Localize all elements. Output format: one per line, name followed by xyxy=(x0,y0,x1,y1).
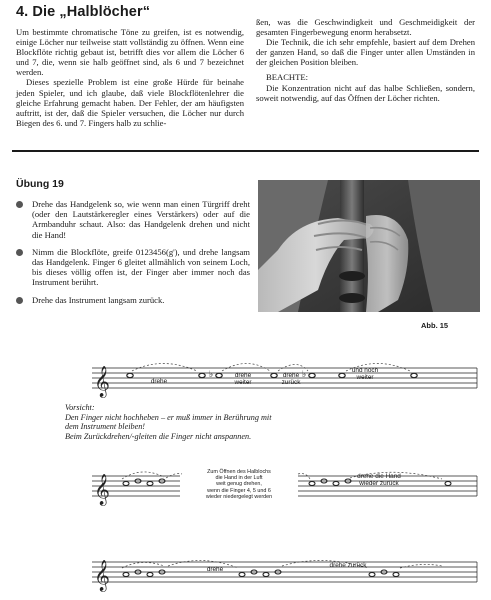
turn-instruction-box xyxy=(183,469,295,500)
list-item-text: Drehe das Instrument langsam zurück. xyxy=(32,294,165,305)
music-label: drehe weiter xyxy=(234,372,252,387)
list-item-text: Nimm die Blockflöte, greife 0123456(g'), und drehe langsam das Handgelenk. Finger 6 gleitet allmählich von seinem Loch, bis dieses völlig offen ist, der Finger aber immer noch das Instrument berührt. xyxy=(32,246,250,288)
music-label xyxy=(344,473,414,488)
music-label: und noch weiter xyxy=(351,367,379,382)
caution-line: dem Instrument bleiben! xyxy=(65,422,146,432)
music-label: wieder niedergelegt werden xyxy=(205,493,273,500)
paragraph: Die Technik, die ich sehr empfehle, basiert auf dem Drehen der ganzen Hand, so daß die Finger unter allen Umständen in der gleichen Position bleiben. xyxy=(256,37,475,68)
music-label: wenn die Finger 4, 5 und 6 xyxy=(207,487,271,494)
bullet-icon xyxy=(16,249,23,256)
left-text-column xyxy=(16,27,244,128)
music-staff-row-3 xyxy=(92,556,482,592)
music-label: wieder zurück xyxy=(359,480,399,488)
svg-text:𝄞: 𝄞 xyxy=(94,474,110,505)
svg-text:𝄞: 𝄞 xyxy=(94,560,110,591)
right-text-column xyxy=(256,17,475,103)
svg-text:♭: ♭ xyxy=(302,369,307,379)
music-label: drehe die Hand xyxy=(357,473,401,480)
note-heading: BEACHTE: xyxy=(266,72,309,83)
bullet-icon xyxy=(16,297,23,304)
music-label: die Hand in der Luft xyxy=(215,475,263,482)
paragraph: Dieses spezielle Problem ist eine große Hürde für beinahe jeden Spieler, und ich glaube, daß viele Blockflötenlehrer die gleiche Erfahrung gemacht haben. Der Fehler, der am häufigsten auftritt, ist der, daß die Spieler versuchen, die Löcher nur durch Biegen des 6. und 7. Fingers halb zu schlie- xyxy=(16,77,244,128)
list-item xyxy=(16,295,250,305)
music-label: drehe zurück xyxy=(329,562,367,569)
exercise-title: Übung 19 xyxy=(16,178,64,190)
bullet-icon xyxy=(16,201,23,208)
paragraph: Um bestimmte chromatische Töne zu greifen, ist es notwendig, einige Löcher nur teilweise statt vollständig zu öffnen. Wenn eine Blockflöte richtig gebaut ist, betrifft dies vor allem die Löcher 6 und 7, die, wenn sie halb geöffnet sind, als 6 und 7 bezeichnet werden. xyxy=(16,27,244,78)
music-label: Zum Öffnen des Halblochs xyxy=(207,469,271,475)
exercise-bullet-list xyxy=(16,199,250,312)
svg-text:♭: ♭ xyxy=(209,369,214,379)
figure-caption: Abb. 15 xyxy=(421,321,449,330)
caution-note xyxy=(65,403,271,441)
caution-line: Beim Zurückdrehen/-gleiten die Finger nicht anspannen. xyxy=(65,431,252,441)
list-item-text: Drehe das Handgelenk so, wie wenn man einen Türgriff dreht (oder den Lautstärkeregler eines Verstärkers) oder auf die Armbanduhr schaut. Also: das Handgelenk drehen und nicht die Hand! xyxy=(32,199,250,240)
list-item xyxy=(16,247,250,288)
caution-line: Vorsicht: xyxy=(65,403,95,412)
svg-text:𝄞: 𝄞 xyxy=(94,366,110,397)
music-label: drehe xyxy=(206,566,224,573)
section-divider xyxy=(12,150,479,152)
section-title: 4. Die „Halblöcher“ xyxy=(16,4,151,20)
music-label: drehe xyxy=(150,378,168,385)
music-label: drehe zurück xyxy=(281,372,301,387)
music-label: weit genug drehen, xyxy=(216,481,262,488)
paragraph: ßen, was die Geschwindigkeit und Geschmeidigkeit der gesamten Fingerbewegung enorm herabsetzt. xyxy=(256,17,475,38)
caution-line: Den Finger nicht hochheben – er muß immer in Berührung mit xyxy=(65,412,272,422)
list-item xyxy=(16,199,250,240)
note-text: Die Konzentration nicht auf das halbe Schließen, sondern, soweit notwendig, auf das Öffnen der Löcher richten. xyxy=(256,82,475,103)
hand-with-recorder-photo xyxy=(258,180,480,312)
